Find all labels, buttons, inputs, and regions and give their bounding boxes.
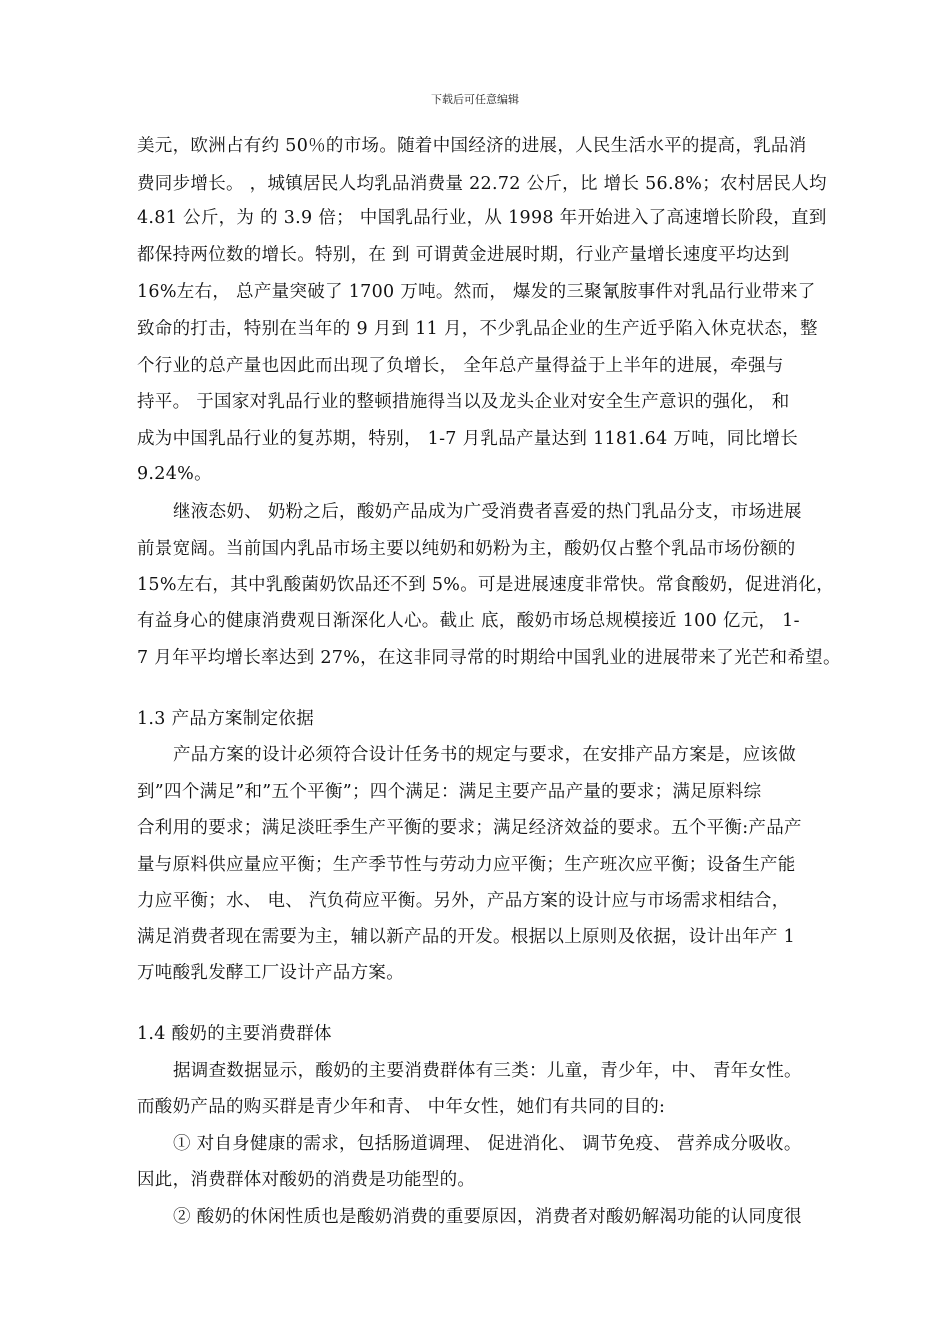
body-text-line: 力应平衡；水、 电、 汽负荷应平衡。另外，产品方案的设计应与市场需求相结合，: [137, 891, 790, 911]
body-text-line: 16%左右， 总产量突破了 1700 万吨。然而， 爆发的三聚氰胺事件对乳品行业带来了: [137, 282, 816, 302]
body-text-line: 致命的打击，特别在当年的 9 月到 11 月，不少乳品企业的生产近乎陷入休克状态，整: [137, 319, 818, 339]
body-text-line: 7 月年平均增长率达到 27%，在这非同寻常的时期给中国乳业的进展带来了光芒和希望。: [137, 648, 841, 668]
body-text-line: 前景宽阔。当前国内乳品市场主要以纯奶和奶粉为主，酸奶仅占整个乳品市场份额的: [137, 539, 796, 559]
body-text-line: 个行业的总产量也因此而出现了负增长， 全年总产量得益于上半年的进展，牵强与: [137, 356, 784, 376]
list-item: ② 酸奶的休闲性质也是酸奶消费的重要原因，消费者对酸奶解渴功能的认同度很: [173, 1207, 802, 1227]
list-item: ① 对自身健康的需求，包括肠道调理、 促进消化、 调节免疫、 营养成分吸收。: [173, 1134, 802, 1154]
body-text-line: 都保持两位数的增长。特别，在 到 可谓黄金进展时期，行业产量增长速度平均达到: [137, 245, 790, 265]
body-text-line: 产品方案的设计必须符合设计任务书的规定与要求，在安排产品方案是，应该做: [173, 745, 796, 765]
body-text-line: 量与原料供应量应平衡；生产季节性与劳动力应平衡；生产班次应平衡；设备生产能: [137, 855, 796, 875]
body-text-line: 合利用的要求；满足淡旺季生产平衡的要求；满足经济效益的要求。五个平衡:产品产: [137, 818, 802, 838]
body-text-line: 成为中国乳品行业的复苏期，特别， 1-7 月乳品产量达到 1181.64 万吨，同比增长: [137, 429, 798, 449]
body-text-line: 而酸奶产品的购买群是青少年和青、 中年女性，她们有共同的目的:: [137, 1097, 666, 1117]
body-text-line: 美元，欧洲占有约 50％的市场。随着中国经济的进展，人民生活水平的提高，乳品消: [137, 136, 807, 156]
page-header: 下载后可任意编辑: [431, 93, 519, 106]
body-text-line: 因此，消费群体对酸奶的消费是功能型的。: [137, 1170, 476, 1190]
body-text-line: 持平。 于国家对乳品行业的整顿措施得当以及龙头企业对安全生产意识的强化， 和: [137, 392, 790, 412]
body-text-line: 满足消费者现在需要为主，辅以新产品的开发。根据以上原则及依据，设计出年产 1: [137, 927, 796, 947]
body-text-line: 据调查数据显示，酸奶的主要消费群体有三类：儿童，青少年，中、 青年女性。: [173, 1061, 802, 1081]
body-text-line: 有益身心的健康消费观日渐深化人心。截止 底，酸奶市场总规模接近 100 亿元， 1-: [137, 611, 800, 631]
body-text-line: 4.81 公斤，为 的 3.9 倍； 中国乳品行业，从 1998 年开始进入了高速增长阶段，直到: [137, 208, 827, 228]
section-heading: 1.4 酸奶的主要消费群体: [137, 1024, 332, 1044]
section-heading: 1.3 产品方案制定依据: [137, 709, 314, 729]
body-text-line: 继液态奶、 奶粉之后，酸奶产品成为广受消费者喜爱的热门乳品分支，市场进展: [173, 502, 802, 522]
body-text-line: 到”四个满足”和”五个平衡”；四个满足：满足主要产品产量的要求；满足原料综: [137, 782, 762, 802]
body-text-line: 费同步增长。 ，城镇居民人均乳品消费量 22.72 公斤，比 增长 56.8%；农村居民人均: [137, 174, 827, 194]
body-text-line: 9.24%。: [137, 464, 212, 484]
body-text-line: 万吨酸乳发酵工厂设计产品方案。: [137, 963, 404, 983]
body-text-line: 15%左右，其中乳酸菌奶饮品还不到 5%。可是进展速度非常快。常食酸奶，促进消化，: [137, 575, 835, 595]
